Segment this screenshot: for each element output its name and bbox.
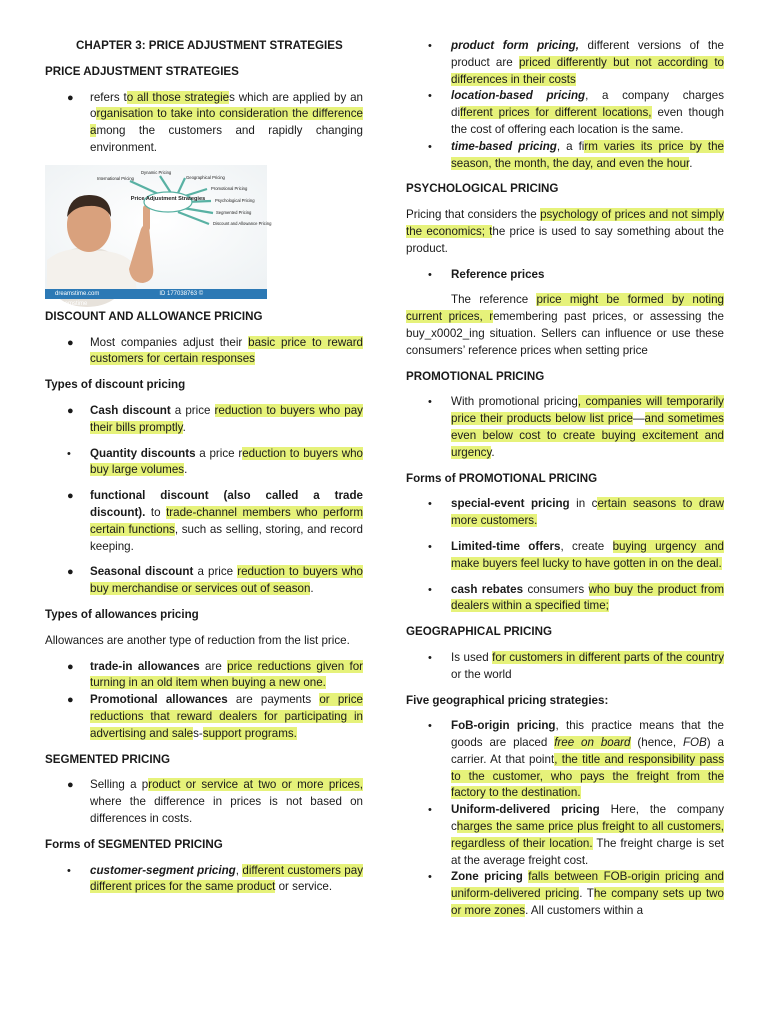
list-item: ● Seasonal discount a price reduction to buyers who buy merchandise or services out of season. xyxy=(67,565,363,596)
bullet-icon: ● xyxy=(67,336,74,349)
list-item: ● Selling a product or service at two or more prices, where the difference in prices is not based on differences in costs. xyxy=(67,778,363,825)
list-item: • Uniform-delivered pricing Here, the company charges the same price plus freight to all customers, regardless of their location. The freight charge is set at the average freight cost. xyxy=(428,803,724,867)
bullet-icon: ● xyxy=(67,694,74,707)
promotional-intro-list xyxy=(406,394,724,461)
diagram-label: International Pricing xyxy=(97,175,135,181)
bullet-icon: • xyxy=(67,447,71,460)
list-item: • customer-segment pricing, different customers pay different prices for the same product or service. xyxy=(67,863,363,894)
bullet-icon: ● xyxy=(67,779,74,792)
left-column xyxy=(45,38,363,896)
list-item: ● Cash discount a price reduction to buyers who pay their bills promptly. xyxy=(67,403,363,434)
list-item: • cash rebates consumers who buy the product from dealers within a specified time; xyxy=(428,582,724,613)
diagram-label: Geographical Pricing xyxy=(186,174,225,180)
bullet-icon: ● xyxy=(67,404,74,417)
list-item: • FoB-origin pricing, this practice means that the goods are placed free on board (hence, FOB) a carrier. At that point, the title and responsibility pass to the customer, who pays the freight from the factory to the destination. xyxy=(428,719,725,800)
diagram-label: Psychological Pricing xyxy=(215,197,255,203)
diagram-label: Promotional Pricing xyxy=(211,185,248,191)
bullet-icon: ● xyxy=(67,91,74,104)
types-allowances-title: Types of allowances pricing xyxy=(45,607,199,621)
bullet-icon: ● xyxy=(67,566,74,579)
right-column xyxy=(406,38,724,920)
psychological-title: PSYCHOLOGICAL PRICING xyxy=(406,182,559,196)
diagram-center-label: Price Adjustment Strategies xyxy=(130,195,206,202)
bullet-icon: • xyxy=(428,140,432,153)
chapter-title: CHAPTER 3: PRICE ADJUSTMENT STRATEGIES xyxy=(76,39,343,52)
discount-types-list xyxy=(45,403,363,598)
geographical-title: GEOGRAPHICAL PRICING xyxy=(406,625,553,639)
bullet-icon: • xyxy=(428,396,432,409)
list-item: • time-based pricing, a firm varies its price by the season, the month, the day, and even the hour. xyxy=(428,139,724,170)
bullet-icon: • xyxy=(428,720,432,733)
list-item: ● functional discount (also called a trade discount). to trade-channel members who perform certain functions, such as selling, storing, and record keeping. xyxy=(67,489,363,553)
reference-list xyxy=(406,267,724,284)
list-item: • Reference prices xyxy=(406,267,724,284)
promotional-title: PROMOTIONAL PRICING xyxy=(406,369,545,383)
list-item: • Limited-time offers, create buying urgency and make buyers feel lucky to have gotten in on the deal. xyxy=(428,539,724,570)
allowances-intro: Allowances are another type of reduction from the list price. xyxy=(45,633,350,647)
geographical-intro-list xyxy=(406,650,724,684)
five-geographical-title: Five geographical pricing strategies: xyxy=(406,693,609,707)
list-item: • Zone pricing falls between FOB-origin pricing and uniform-delivered pricing. The company sets up two or more zones. All customers within a xyxy=(428,870,724,918)
bullet-icon: • xyxy=(428,268,432,281)
segmented-forms-continued xyxy=(406,38,724,172)
discount-title: DISCOUNT AND ALLOWANCE PRICING xyxy=(45,309,263,323)
bullet-icon: • xyxy=(428,583,432,596)
diagram-label: Discount and Allowance Pricing xyxy=(213,220,272,226)
bullet-icon: • xyxy=(428,540,432,553)
list-item: • Quantity discounts a price reduction to buyers who buy large volumes. xyxy=(67,446,364,477)
list-item: • With promotional pricing, companies will temporarily price their products below list price—and sometimes even below cost to create buying excitement and urgency. xyxy=(428,395,724,459)
list-item: ● refers to all those strategies which are applied by an organisation to take into consideration the difference among the customers and rapidly changing environment. xyxy=(67,90,363,154)
image-footer: dreamstime.com ID 177038763 © Dreamstime xyxy=(45,289,267,299)
bullet-icon: • xyxy=(428,40,432,52)
list-item: ● Promotional allowances are payments or price reductions that reward dealers for participating in advertising and sales-support programs. xyxy=(67,693,363,740)
list-item: • Is used for customers in different parts of the country or the world xyxy=(428,650,724,681)
strategy-figure xyxy=(45,165,363,307)
bullet-icon: • xyxy=(428,804,432,817)
bullet-icon: ● xyxy=(67,660,74,673)
forms-promotional-title: Forms of PROMOTIONAL PRICING xyxy=(406,471,598,485)
segmented-intro-list xyxy=(45,777,363,827)
segmented-forms-list xyxy=(45,863,363,897)
section-title: PRICE ADJUSTMENT STRATEGIES xyxy=(45,64,239,78)
segmented-title: SEGMENTED PRICING xyxy=(45,752,170,766)
psychological-intro: Pricing that considers the psychology of prices and not simply the economics; the price is used to say something about the product. xyxy=(406,208,725,255)
bullet-icon: • xyxy=(428,498,432,511)
reference-text: The reference price might be formed by noting current prices, remembering past prices, or assessing the buy_x0002_ing situation. Sellers can influence or use these consumers’ reference prices when setting price xyxy=(406,293,724,357)
intro-list xyxy=(45,90,363,157)
geographical-strategies-list xyxy=(406,718,724,920)
diagram-label: Dynamic Pricing xyxy=(141,169,172,175)
list-item: • product form pricing, different versions of the product are priced differently but not according to differences in their costs xyxy=(428,39,724,86)
promotional-forms-list xyxy=(406,496,724,615)
allowances-list xyxy=(45,659,363,743)
list-item: ● trade-in allowances are price reductions given for turning in an old item when buying a new one. xyxy=(67,659,363,690)
forms-segmented-title: Forms of SEGMENTED PRICING xyxy=(45,837,223,851)
types-discount-title: Types of discount pricing xyxy=(45,378,186,392)
bullet-icon: • xyxy=(67,864,71,877)
bullet-icon: • xyxy=(428,651,432,664)
diagram-label: Segmented Pricing xyxy=(216,209,252,215)
bullet-icon: • xyxy=(428,871,432,884)
bullet-icon: • xyxy=(428,90,432,103)
list-item: • location-based pricing, a company charges different prices for different locations, even though the cost of offering each location is the same. xyxy=(428,89,724,136)
list-item: • special-event pricing in certain seasons to draw more customers. xyxy=(428,497,724,528)
list-item: ● Most companies adjust their basic price to reward customers for certain responses xyxy=(67,335,363,366)
strategy-diagram-icon xyxy=(45,165,363,299)
bullet-icon: ● xyxy=(67,490,74,503)
discount-intro-list xyxy=(45,335,363,369)
